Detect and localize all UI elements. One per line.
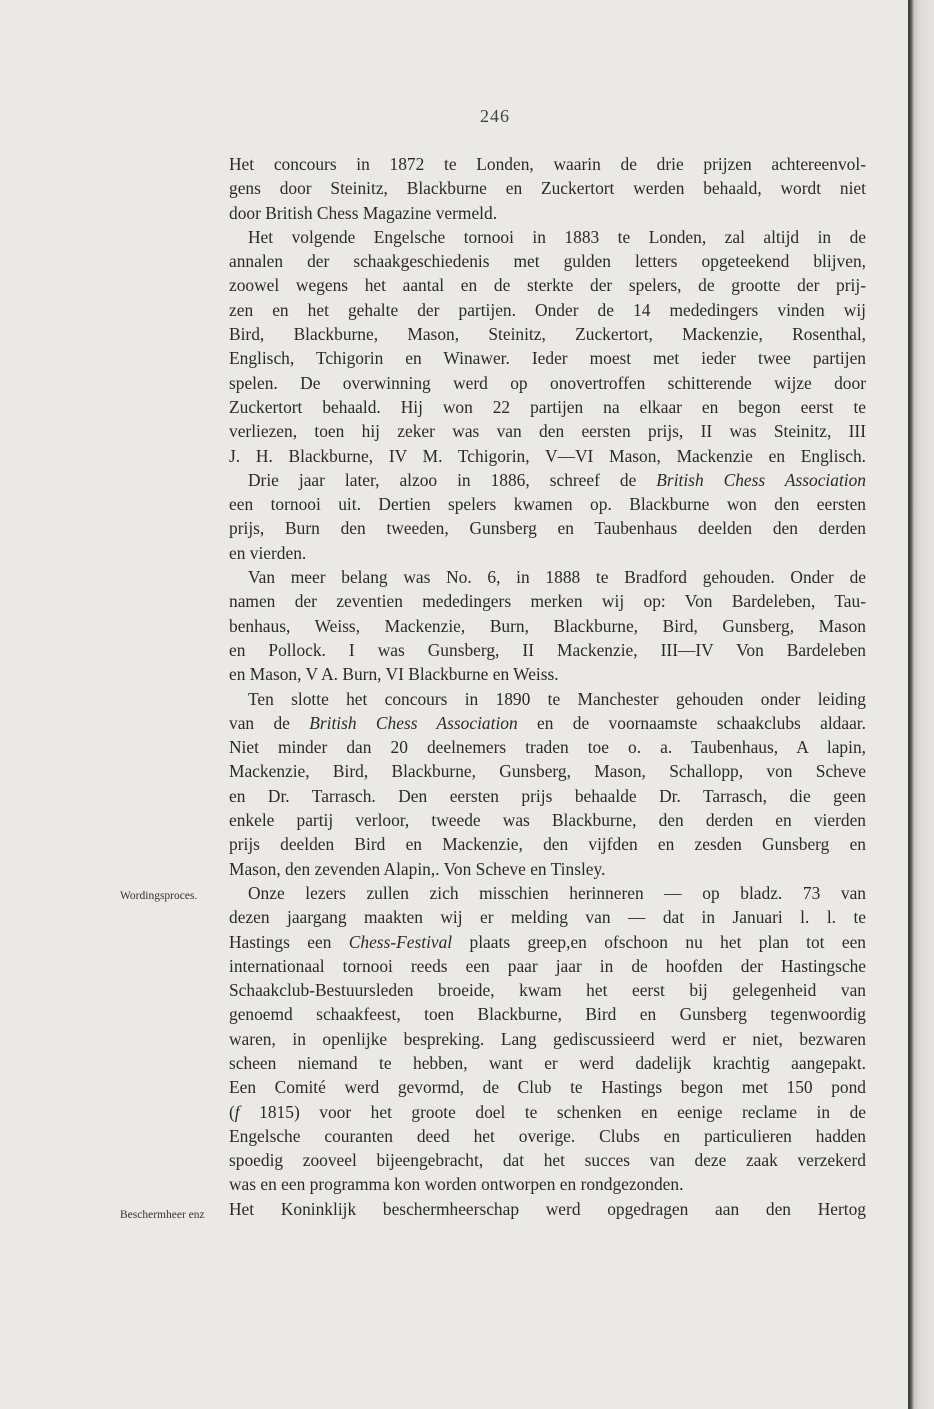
text-line: Ten slotte het concours in 1890 te Manchester gehouden onder leiding: [248, 688, 866, 709]
text-line: enkele partij verloor, tweede was Blackburne, den derden en vierden: [229, 810, 866, 831]
text-span: (: [229, 1101, 235, 1122]
text-line: Mackenzie, Bird, Blackburne, Gunsberg, Mason, Schallopp, von Scheve: [229, 761, 866, 782]
text-line: een tornooi uit. Dertien spelers kwamen op. Blackburne won den eersten: [229, 494, 866, 515]
body-text: [229, 152, 866, 1221]
text-line: genoemd schaakfeest, toen Blackburne, Bird en Gunsberg tegenwoordig: [229, 1004, 866, 1025]
text-line: gens door Steinitz, Blackburne en Zuckertort werden behaald, wordt niet: [229, 178, 866, 199]
text-span: 1815) voor het groote doel te schenken en eenige reclame in de: [239, 1101, 866, 1122]
text-line: zoowel wegens het aantal en de sterkte der spelers, de grootte der prij-: [229, 275, 866, 296]
text-line: prijs deelden Bird en Mackenzie, den vijfden en zesden Gunsberg en: [229, 834, 866, 855]
italic-span: Chess-Festival: [348, 931, 453, 952]
text-line: [229, 711, 866, 735]
text-line: spoedig zooveel bijeengebracht, dat het succes van deze zaak verzekerd: [229, 1150, 866, 1171]
page-number: 246: [480, 106, 510, 126]
text-line: Het volgende Engelsche tornooi in 1883 te Londen, zal altijd in de: [248, 226, 866, 247]
text-line: waren, in openlijke bespreking. Lang gediscussieerd werd er niet, bezwaren: [229, 1028, 866, 1049]
text-line: Bird, Blackburne, Mason, Steinitz, Zuckertort, Mackenzie, Rosenthal,: [229, 324, 866, 345]
text-line: [229, 1100, 866, 1124]
text-line: internationaal tornooi reeds een paar jaar in de hoofden der Hastingsche: [229, 955, 866, 976]
text-line: annalen der schaakgeschiedenis met gulden letters opgeteekend blijven,: [229, 251, 866, 272]
text-line: Onze lezers zullen zich misschien herinneren — op bladz. 73 van: [248, 882, 866, 903]
text-line: scheen niemand te hebben, want er werd dadelijk krachtig aangepakt.: [229, 1052, 866, 1073]
text-line: Het Koninklijk beschermheerschap werd opgedragen aan den Hertog: [229, 1198, 866, 1219]
text-line: Een Comité werd gevormd, de Club te Hastings begon met 150 pond: [229, 1077, 866, 1098]
text-line: verliezen, toen hij zeker was van den eersten prijs, II was Steinitz, III: [229, 421, 866, 442]
text-line: benhaus, Weiss, Mackenzie, Burn, Blackburne, Bird, Gunsberg, Mason: [229, 615, 866, 636]
text-line: Zuckertort behaald. Hij won 22 partijen na elkaar en begon eerst te: [229, 396, 866, 417]
text-line: Schaakclub-Bestuursleden broeide, kwam het eerst bij gelegenheid van: [229, 980, 866, 1001]
text-line: [229, 930, 866, 954]
text-line: door British Chess Magazine vermeld.: [229, 202, 498, 223]
text-line: dezen jaargang maakten wij er melding van — dat in Januari l. l. te: [229, 907, 866, 928]
text-line: namen der zeventien mededingers merken wij op: Von Bardeleben, Tau-: [229, 591, 866, 612]
text-line: Mason, den zevenden Alapin,. Von Scheve en Tinsley.: [229, 858, 606, 879]
text-line: Van meer belang was No. 6, in 1888 te Bradford gehouden. Onder de: [248, 567, 866, 588]
text-line: spelen. De overwinning werd op onovertroffen schitterende wijze door: [229, 372, 866, 393]
text-span: van de: [229, 712, 310, 733]
text-line: was en een programma kon worden ontworpen en rondgezonden.: [229, 1174, 684, 1195]
text-line: en vierden.: [229, 542, 307, 563]
margin-note-wordingsproces: Wordingsproces.: [120, 890, 198, 902]
text-line: prijs, Burn den tweeden, Gunsberg en Taubenhaus deelden den derden: [229, 518, 866, 539]
text-span: plaats greep,en ofschoon nu het plan tot een: [452, 931, 866, 952]
text-line: en Pollock. I was Gunsberg, II Mackenzie, III—IV Von Bardeleben: [229, 639, 866, 660]
text-line: Englisch, Tchigorin en Winawer. Ieder moest met ieder twee partijen: [229, 348, 866, 369]
page-edge: [908, 0, 934, 1409]
text-line: Niet minder dan 20 deelnemers traden toe o. a. Taubenhaus, A lapin,: [229, 737, 866, 758]
text-line: zen en het gehalte der partijen. Onder de 14 mededingers vinden wij: [229, 299, 866, 320]
text-span: Hastings een: [229, 931, 349, 952]
text-span: en de voornaamste schaakclubs aldaar.: [517, 712, 866, 733]
italic-span: British Chess Association: [309, 712, 518, 733]
italic-span: f: [234, 1101, 240, 1122]
text-line: en Mason, V A. Burn, VI Blackburne en Weiss.: [229, 664, 559, 685]
text-line: J. H. Blackburne, IV M. Tchigorin, V—VI Mason, Mackenzie en Englisch.: [229, 445, 866, 466]
italic-span: British Chess Association: [656, 469, 866, 490]
margin-note-beschermheer: Beschermheer enz: [120, 1209, 205, 1221]
text-line: en Dr. Tarrasch. Den eersten prijs behaalde Dr. Tarrasch, die geen: [229, 785, 866, 806]
text-line: [229, 468, 866, 492]
text-line: Het concours in 1872 te Londen, waarin de drie prijzen achtereenvol-: [229, 154, 866, 174]
text-span: Drie jaar later, alzoo in 1886, schreef de: [248, 469, 657, 490]
text-line: Engelsche couranten deed het overige. Clubs en particulieren hadden: [229, 1125, 866, 1146]
